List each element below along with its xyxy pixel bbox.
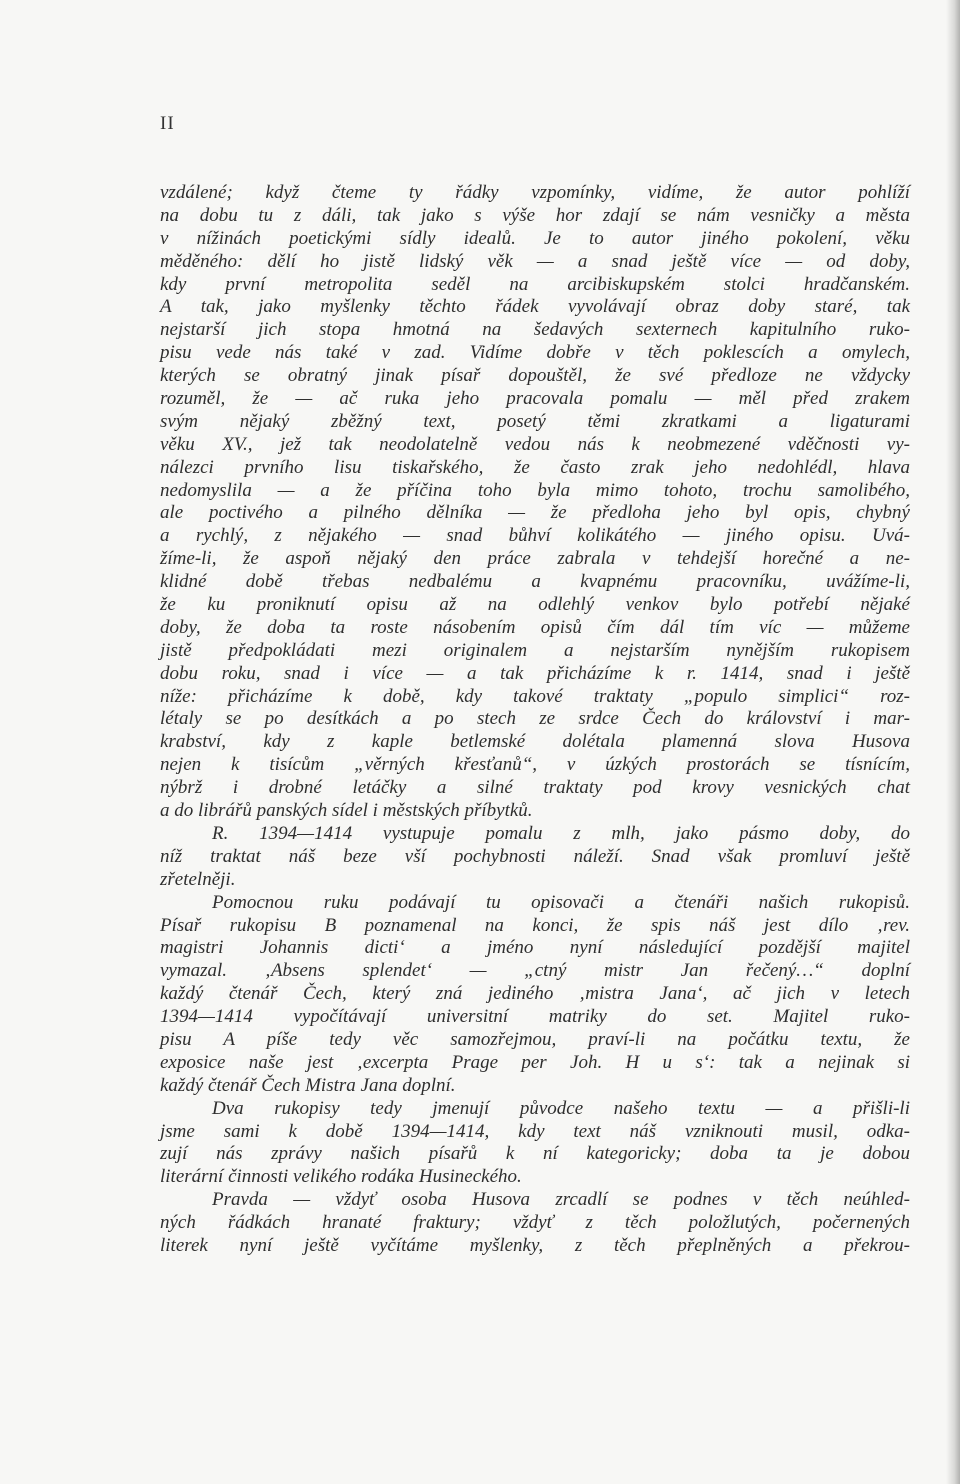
text-line: každý čtenář Čech Mistra Jana doplní. [160, 1074, 456, 1096]
text-line: v nížinách poetickými sídly idealů. Je to autor jiného pokolení, věku [160, 227, 910, 249]
text-line: 1394—1414 vypočítávají universitní matriky do set. Majitel ruko- [160, 1006, 910, 1028]
text-line: R. 1394—1414 vystupuje pomalu z mlh, jako pásmo doby, do [212, 822, 910, 844]
text-line: jsme sami k době 1394—1414, kdy text náš vzniknouti musil, odka- [160, 1120, 910, 1142]
page-number: II [160, 113, 175, 134]
text-line: vzdálené; když čteme ty řádky vzpomínky, vidíme, že autor pohlíží [160, 182, 910, 203]
text-line: létaly se po desítkách a po stech ze srdce Čech do království i mar- [160, 708, 910, 730]
text-line: doby, že doba ta roste násobením opisů čím dál tím víc — můžeme [160, 616, 910, 638]
text-line: kterých se obratný jinak písař dopouštěl, že své předloze ne vždycky [160, 365, 910, 387]
text-line: magistri Johannis dicti‘ a jméno nyní následující pozdější majitel [160, 937, 910, 959]
text-line: literek nyní ještě vyčítáme myšlenky, z těch přeplněných a překrou- [160, 1234, 910, 1256]
text-line: literární činnosti velikého rodáka Husineckého. [160, 1166, 522, 1188]
text-line: pisu A píše tedy věc samozřejmou, praví-li na počátku textu, že [160, 1028, 910, 1050]
page-edge-shadow [946, 0, 960, 1484]
text-line: exposice naše jest ‚excerpta Prage per Joh. H u s‘: tak a nejinak si [160, 1051, 910, 1073]
text-line: zřetelněji. [160, 868, 236, 890]
text-line: svým nějaký zběžný text, posetý těmi zkratkami a ligaturami [160, 410, 910, 432]
text-line: nejstarší jich stopa hmotná na šedavých sexternech kapitulního ruko- [160, 319, 910, 341]
text-line: Dva rukopisy tedy jmenují původce našeho textu — a přišli-li [212, 1097, 910, 1119]
body-text [160, 182, 910, 1258]
text-line: ale poctivého a pilného dělníka — že předloha jeho byl opis, chybný [160, 502, 910, 524]
text-line: že ku proniknutí opisu až na odlehlý venkov bylo potřebí nějaké [160, 594, 910, 616]
text-line: měděného: dělí ho jistě lidský věk — a snad ještě více — od doby, [160, 250, 910, 272]
text-line: zují nás zprávy našich písařů k ní kategoricky; doba ta je dobou [160, 1143, 910, 1165]
text-line: žíme-li, že aspoň nějaký den práce zabrala v tehdejší horečné a ne- [160, 548, 910, 570]
text-line: dobu roku, snad i více — a tak přicházíme k r. 1414, snad i ještě [160, 662, 910, 684]
text-line: věku XV., jež tak neodolatelně vedou nás k neobmezené vděčnosti vy- [160, 433, 910, 455]
text-line: rozuměl, že — ač ruka jeho pracovala pomalu — měl před zrakem [160, 388, 910, 410]
text-line: A tak, jako myšlenky těchto řádek vyvolávají obraz doby staré, tak [160, 296, 910, 318]
text-line: níže: přicházíme k době, kdy takové traktaty „populo simplici“ roz- [160, 685, 910, 707]
text-line: a do librářů panských sídel i městských příbytků. [160, 800, 533, 822]
text-line: klidné době třebas nedbalému a kvapnému pracovníku, uvážíme-li, [160, 571, 910, 593]
text-line: nedomyslila — a že příčina toho byla mimo tohoto, trochu samolibého, [160, 479, 910, 501]
text-line: nýbrž i drobné letáčky a silné traktaty pod krovy vesnických chat [160, 777, 910, 799]
text-line: pisu vede nás také v zad. Vidíme dobře v těch poklescích a omylech, [160, 342, 910, 364]
text-line: Pomocnou ruku podávají tu opisovači a čtenáři našich rukopisů. [212, 891, 910, 913]
text-line: kdy první metropolita seděl na arcibiskupském stolci hradčanském. [160, 273, 910, 295]
text-line: jistě předpokládati mezi originalem a nejstarším nynějším rukopisem [160, 639, 910, 661]
text-line: ných řádkách hranaté fraktury; vždyť z těch položlutých, počernených [160, 1212, 910, 1234]
text-line: krabství, kdy z kaple betlemské dolétala plamenná slova Husova [160, 731, 910, 753]
text-line: nejen k tisícům „věrných křesťanů“, v úzkých prostorách se tísnícím, [160, 754, 910, 776]
text-line: a rychlý, z nějakého — snad bůhví kolikátého — jiného opisu. Uvá- [160, 525, 910, 547]
text-line: níž traktat náš beze vší pochybnosti náleží. Snad však promluví ještě [160, 845, 910, 867]
text-line: každý čtenář Čech, který zná jediného ‚mistra Jana‘, ač jich v letech [160, 983, 910, 1005]
text-line: Pravda — vždyť osoba Husova zrcadlí se podnes v těch neúhled- [212, 1189, 910, 1211]
text-line: na dobu tu z dáli, tak jako s výše hor zdají se nám vesničky a města [160, 204, 910, 226]
text-line: vymazal. ‚Absens splendet‘ — „ctný mistr Jan řečený…“ doplní [160, 960, 910, 982]
text-line: Písař rukopisu B poznamenal na konci, že spis náš jest dílo ‚rev. [160, 914, 910, 936]
text-line: nálezci prvního lisu tiskařského, že často zrak jeho nedohlédl, hlava [160, 456, 910, 478]
